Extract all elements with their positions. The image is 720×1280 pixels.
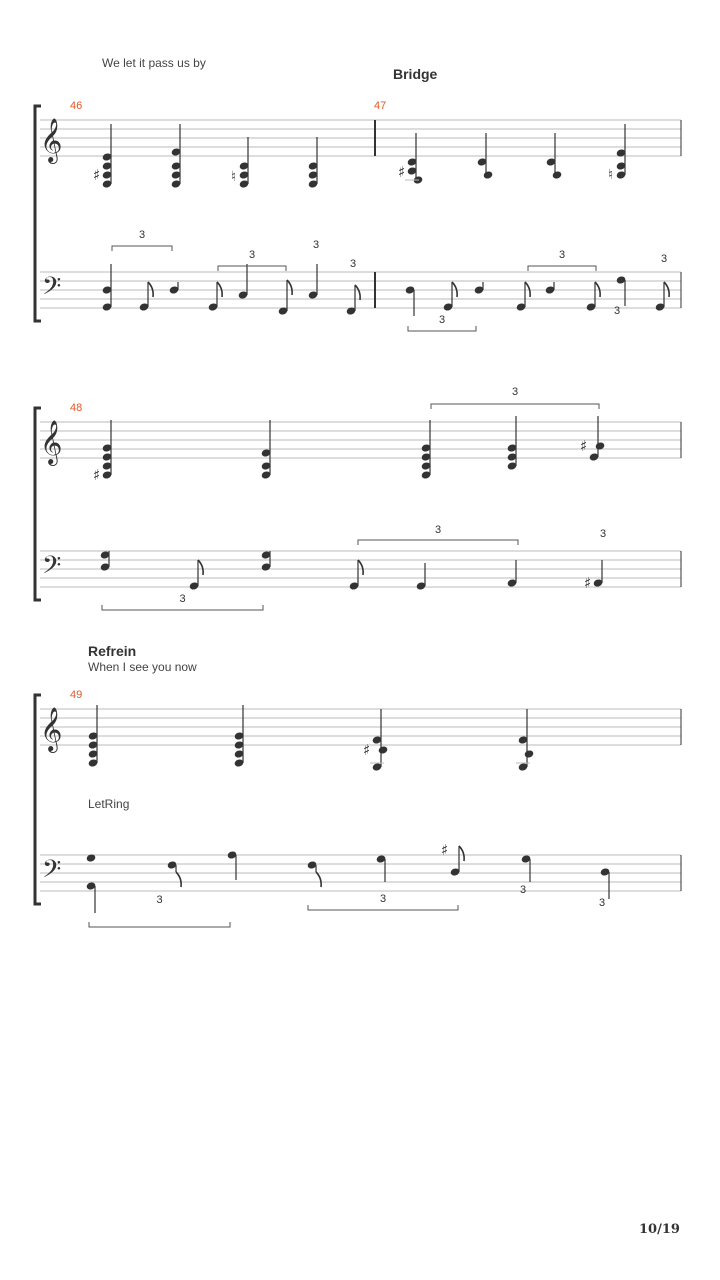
tuplet-label: 3 (179, 593, 186, 605)
tuplet-label: 3 (661, 253, 668, 265)
bass-clef-icon: 𝄢 (42, 272, 62, 307)
tuplet-label: 3 (156, 894, 163, 906)
sharp-icon: ♯ (93, 166, 101, 184)
bass-clef-icon: 𝄢 (42, 855, 62, 890)
sharp-icon: ♯ (580, 437, 588, 455)
measure-number-47: 47 (374, 100, 387, 112)
tuplet-label: 3 (350, 258, 357, 270)
tuplet-label: 3 (139, 229, 146, 241)
note-flag (355, 285, 360, 300)
tuplet-label: 3 (313, 239, 320, 251)
note-flag (287, 280, 292, 295)
note-flag (198, 560, 203, 575)
sharp-icon: ♯ (584, 574, 592, 592)
measure-number-49: 49 (70, 689, 83, 701)
let-ring-marking: LetRing (88, 797, 130, 811)
tuplet-label: 3 (512, 386, 519, 398)
tuplet-label: 3 (520, 884, 527, 896)
treble-clef-icon: 𝄞 (40, 118, 63, 162)
tuplet-bracket (431, 404, 599, 409)
tuplet-bracket (308, 905, 458, 910)
tuplet-bracket (358, 540, 518, 545)
page-number: 10/19 (639, 1222, 680, 1237)
bass-clef-icon: 𝄢 (42, 551, 62, 586)
tuplet-label: 3 (600, 528, 607, 540)
treble-clef-icon: 𝄞 (40, 707, 63, 751)
note-flag (316, 872, 321, 887)
tuplet-bracket (89, 922, 230, 927)
natural-icon: ♮ (231, 169, 237, 185)
notehead (483, 170, 494, 179)
sharp-icon: ♯ (441, 841, 449, 859)
sharp-icon: ♯ (363, 741, 371, 759)
tuplet-label: 3 (380, 893, 387, 905)
tuplet-label: 3 (435, 524, 442, 536)
treble-clef-icon: 𝄞 (40, 420, 63, 464)
natural-icon: ♮ (608, 167, 614, 183)
section-refrein: Refrein (88, 643, 137, 659)
tuplet-label: 3 (614, 305, 621, 317)
note-flag (176, 872, 181, 887)
tuplet-bracket (218, 266, 286, 271)
note-flag (459, 846, 464, 861)
notehead (552, 170, 563, 179)
tuplet-label: 3 (439, 314, 446, 326)
lyric-line-1: We let it pass us by (102, 56, 206, 70)
notehead (524, 749, 535, 758)
tuplet-label: 3 (559, 249, 566, 261)
sharp-icon: ♯ (398, 163, 406, 181)
section-bridge: Bridge (393, 66, 438, 82)
sharp-icon: ♯ (93, 466, 101, 484)
lyric-line-2: When I see you now (88, 660, 197, 674)
tuplet-bracket (528, 266, 596, 271)
tuplet-bracket (112, 246, 172, 251)
tuplet-label: 3 (249, 249, 256, 261)
measure-number-46: 46 (70, 100, 83, 112)
tuplet-bracket (102, 605, 263, 610)
notehead (378, 745, 389, 754)
tuplet-label: 3 (599, 897, 606, 909)
tuplet-bracket (408, 326, 476, 331)
measure-number-48: 48 (70, 402, 83, 414)
note-flag (358, 560, 363, 575)
